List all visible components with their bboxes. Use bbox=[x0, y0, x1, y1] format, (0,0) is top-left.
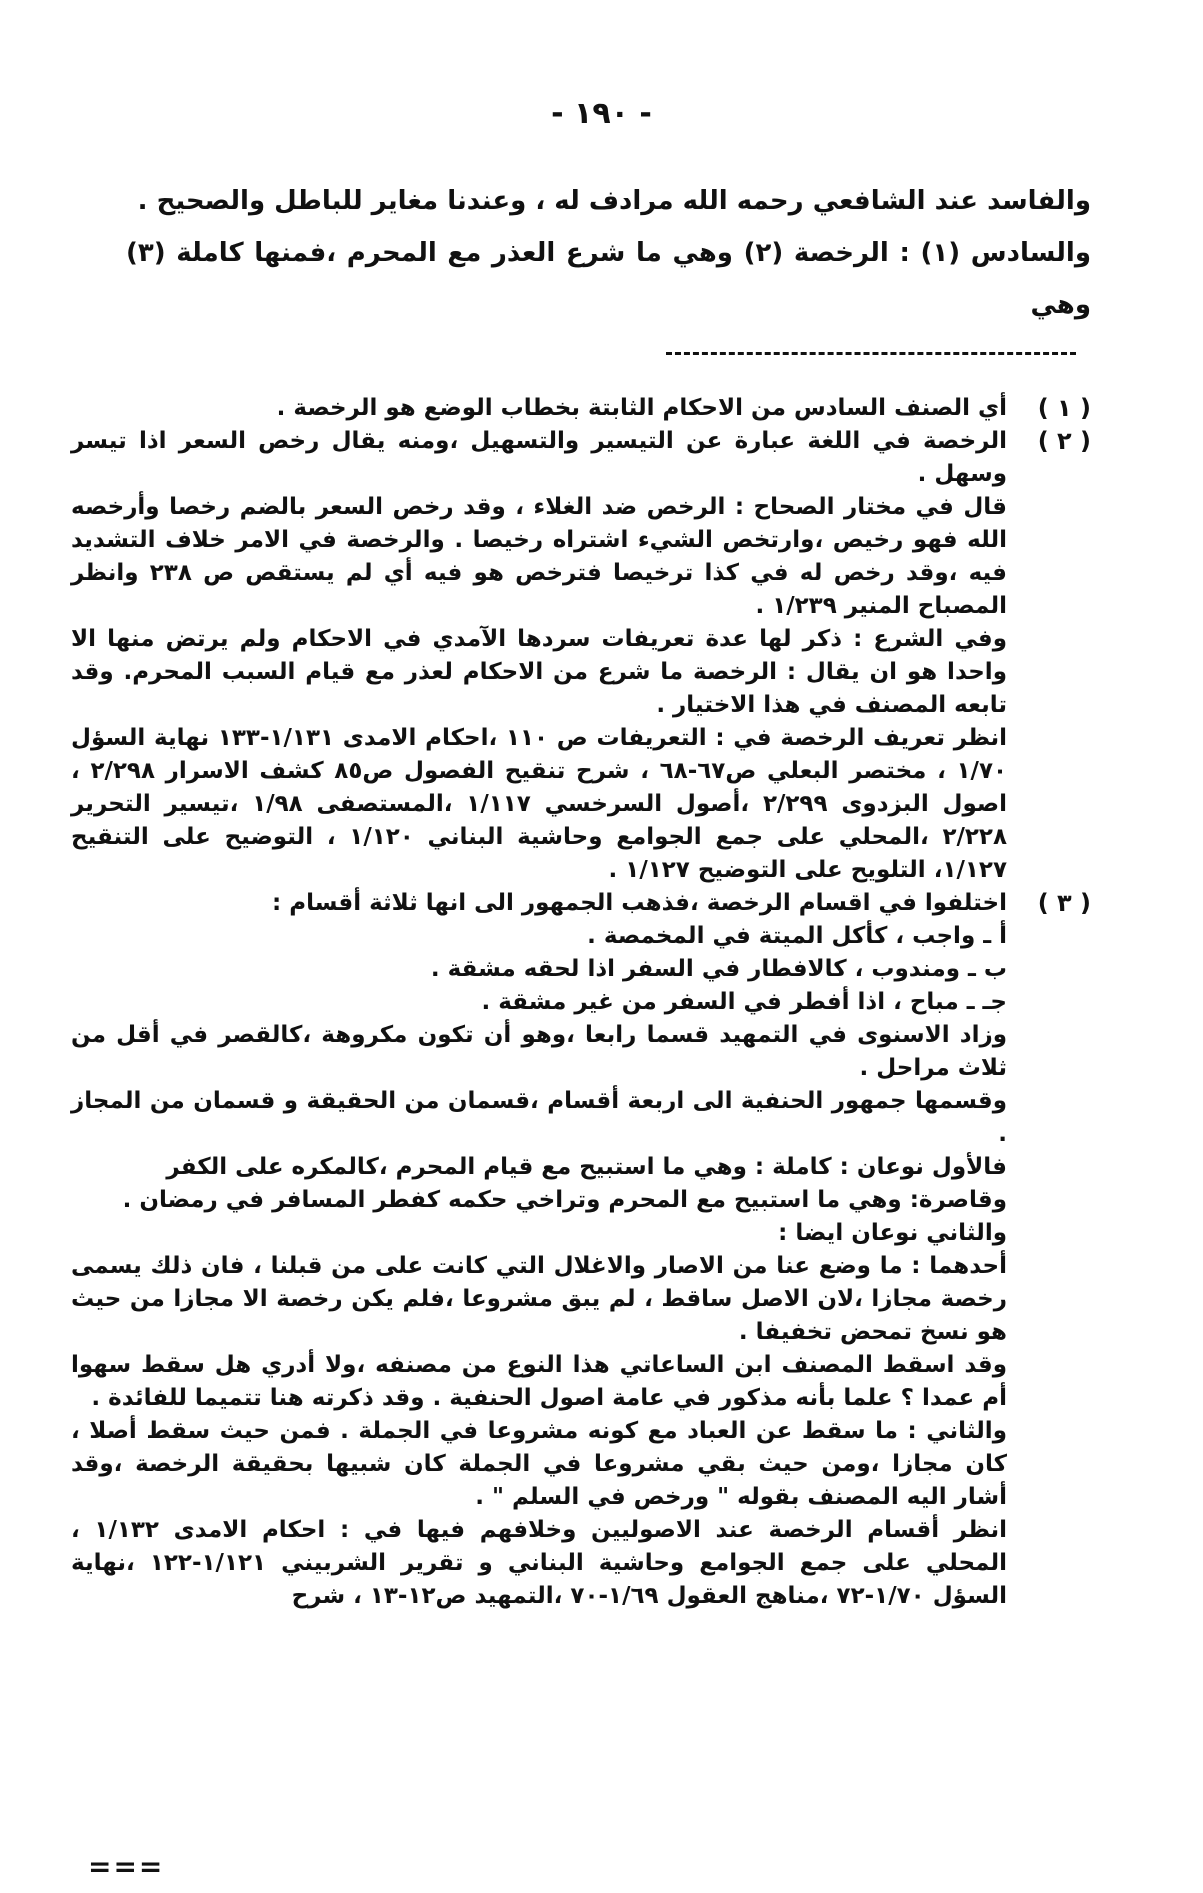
footnote-line: انظر تعريف الرخصة في : التعريفات ص ١١٠ ،احكام الامدى ١/١٣١-١٣٣ نهاية السؤل ١/٧٠ ، مختصر البعلي ص٦٧-٦٨ ، شرح تنقيح الفصول ص٨٥ كشف الاسرار ٢/٢٩٨ ، اصول البزدوى ٢/٢٩٩ ،أصول السرخسي ١/١١٧ ،المستصفى ١/٩٨ ،تيسير التحرير ٢/٢٢٨ ،المحلي على جمع الجوامع وحاشية البناني ١/١٢٠ ، التوضيح على التنقيح ١/١٢٧، التلويح على التوضيح ١/١٢٧ . bbox=[71, 725, 1008, 883]
footnote-line: وقسمها جمهور الحنفية الى اربعة أقسام ،قسمان من الحقيقة و قسمان من المجاز . bbox=[71, 1088, 1007, 1147]
footnote-body bbox=[71, 392, 1007, 425]
footnote-number: ( ٢ ) bbox=[1037, 427, 1091, 455]
footnote-1 bbox=[71, 392, 1091, 425]
footnote-3 bbox=[71, 887, 1091, 1613]
footnote-line: الرخصة في اللغة عبارة عن التيسير والتسهيل ،ومنه يقال رخص السعر اذا تيسر وسهل . bbox=[71, 428, 1007, 487]
footnote-body bbox=[71, 887, 1007, 1613]
main-text bbox=[126, 175, 1091, 331]
page-number: - ١٩٠ - bbox=[551, 96, 652, 131]
footnote-line: وزاد الاسنوى في التمهيد قسما رابعا ،وهو أن تكون مكروهة ،كالقصر في أقل من ثلاث مراحل . bbox=[71, 1022, 1007, 1081]
footnote-line: وفي الشرع : ذكر لها عدة تعريفات سردها الآمدي في الاحكام ولم يرتض منها الا واحدا هو ان يقال : الرخصة ما شرع من الاحكام لعذر مع قيام السبب المحرم. وقد تابعه المصنف في هذا الاختيار . bbox=[71, 626, 1007, 718]
footnote-line: والثاني نوعان ايضا : bbox=[778, 1220, 1007, 1246]
footnote-body bbox=[71, 425, 1007, 887]
footnote-line: اختلفوا في اقسام الرخصة ،فذهب الجمهور الى انها ثلاثة أقسام : bbox=[272, 890, 1007, 916]
footnote-line: وقد اسقط المصنف ابن الساعاتي هذا النوع من مصنفه ،ولا أدري هل سقط سهوا أم عمدا ؟ علما بأنه مذكور في عامة اصول الحنفية . وقد ذكرته هنا تتميما للفائدة . bbox=[71, 1352, 1007, 1411]
footnote-number: ( ٣ ) bbox=[1037, 889, 1091, 917]
footnote-number: ( ١ ) bbox=[1037, 394, 1091, 422]
footnote-line: جـ ـ مباح ، اذا أفطر في السفر من غير مشقة . bbox=[481, 989, 1007, 1015]
continuation-mark: === bbox=[88, 1850, 165, 1883]
footnote-line: أي الصنف السادس من الاحكام الثابتة بخطاب الوضع هو الرخصة . bbox=[276, 395, 1007, 421]
footnote-line: أ ـ واجب ، كأكل الميتة في المخمصة . bbox=[587, 923, 1007, 949]
main-text-line: والسادس (١) : الرخصة (٢) وهي ما شرع العذر مع المحرم ،فمنها كاملة (٣) وهي bbox=[126, 238, 1091, 320]
footnote-line: أحدهما : ما وضع عنا من الاصار والاغلال التي كانت على من قبلنا ، فان ذلك يسمى رخصة مجازا ،لان الاصل ساقط ، لم يبق مشروعا ،فلم يكن رخصة الا مجازا من حيث هو نسخ تمحض تخفيفا . bbox=[71, 1253, 1007, 1345]
footnote-line: انظر أقسام الرخصة عند الاصوليين وخلافهم فيها في : احكام الامدى ١/١٣٢ ، المحلي على جمع الجوامع وحاشية البناني و تقرير الشربيني ١/١٢١-١٢٢ ،نهاية السؤل ١/٧٠-٧٢ ،مناهج العقول ١/٦٩-٧٠ ،التمهيد ص١٢-١٣ ، شرح bbox=[71, 1517, 1007, 1609]
footnote-separator bbox=[666, 352, 1076, 355]
footnote-line: قال في مختار الصحاح : الرخص ضد الغلاء ، وقد رخص السعر بالضم رخصا وأرخصه الله فهو رخيص ،وارتخص الشيء اشتراه رخيصا . والرخصة في الامر خلاف التشديد فيه ،وقد رخص له في كذا ترخيصا فترخص هو فيه أي لم يستقص ص ٢٣٨ وانظر المصباح المنير ١/٢٣٩ . bbox=[71, 494, 1007, 619]
footnote-line: فالأول نوعان : كاملة : وهي ما استبيح مع قيام المحرم ،كالمكره على الكفر bbox=[166, 1154, 1007, 1180]
main-text-line: والفاسد عند الشافعي رحمه الله مرادف له ، وعندنا مغاير للباطل والصحيح . bbox=[137, 186, 1091, 216]
footnote-line: وقاصرة: وهي ما استبيح مع المحرم وتراخي حكمه كفطر المسافر في رمضان . bbox=[122, 1187, 1007, 1213]
footnote-line: والثاني : ما سقط عن العباد مع كونه مشروعا في الجملة . فمن حيث سقط أصلا ، كان مجازا ،ومن حيث بقي مشروعا في الجملة كان شبيها بحقيقة الرخصة ،وقد أشار اليه المصنف بقوله " ورخص في السلم " . bbox=[71, 1418, 1007, 1510]
footnote-line: ب ـ ومندوب ، كالافطار في السفر اذا لحقه مشقة . bbox=[430, 956, 1007, 982]
footnote-2 bbox=[71, 425, 1091, 887]
footnotes bbox=[71, 392, 1091, 1613]
